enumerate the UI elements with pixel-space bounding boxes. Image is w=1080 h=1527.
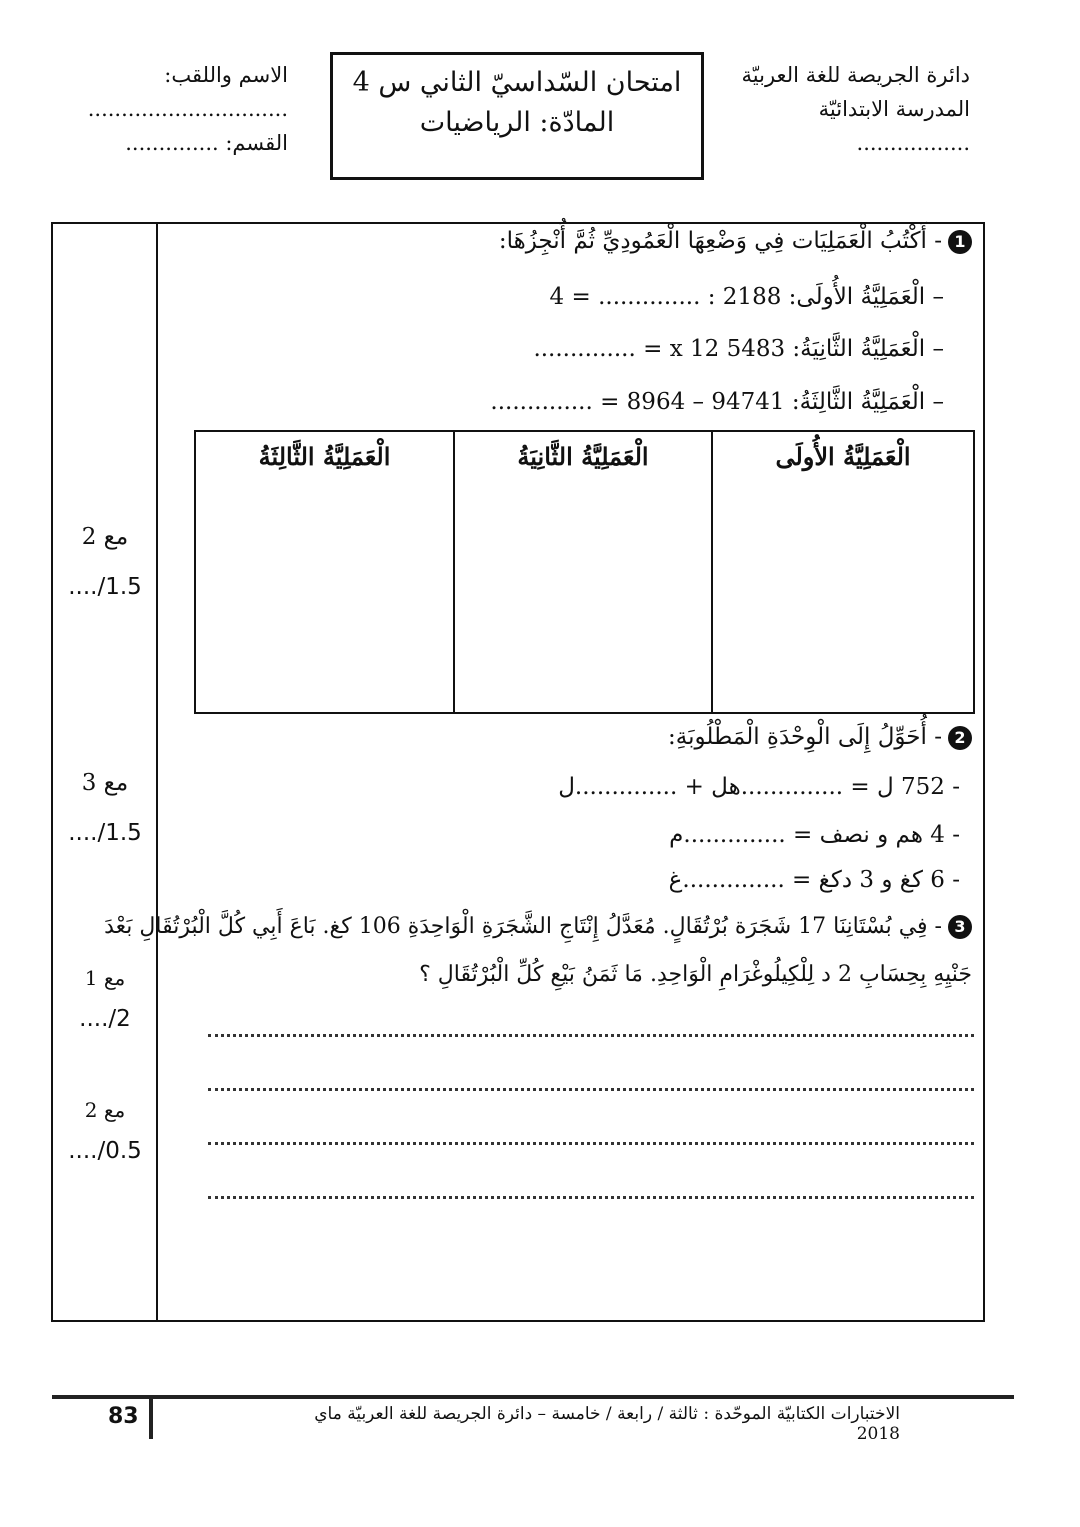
- ops-col-third-header: الْعَمَلِيَّةُ الثَّالِثَةُ: [258, 442, 391, 471]
- q3-problem-line-2: جَنْيِهِ بِحِسَابِ 2 د لِلْكِيلُوغْرَامِ الْوَاحِدِ. مَا ثَمَنُ بَيْعِ كُلِّ الْبُرْتُقَالِ ؟: [419, 962, 972, 987]
- score-q1-value[interactable]: ..../1.5: [68, 574, 142, 600]
- score-q2: [55, 770, 155, 796]
- score-q2-value[interactable]: ..../1.5: [68, 820, 142, 846]
- q2-conversion-1: - 752 ل = ..............هل + ..............ل: [558, 774, 960, 800]
- page-number: 83: [108, 1404, 139, 1429]
- q3-problem-line-1: [104, 914, 972, 939]
- ops-col-first-header: الْعَمَلِيَّةُ الأُولَى: [775, 442, 911, 471]
- class-label: القسم: ..............: [125, 131, 288, 155]
- answer-line-4[interactable]: [208, 1190, 974, 1199]
- footer-text: الاختبارات الكتابيّة الموحّدة : ثالثة / رابعة / خامسة – دائرة الجريصة للغة العربيّة ماي 2018: [314, 1404, 900, 1444]
- q1-prompt: [499, 228, 972, 254]
- exam-frame: [51, 222, 985, 1322]
- ops-col-first[interactable]: [713, 432, 973, 712]
- score-q3a: [55, 966, 155, 990]
- q2-conversion-2: - 4 هم و نصف = ..............م: [669, 822, 960, 848]
- q2-number-badge: 2: [948, 726, 972, 750]
- q1-operation-1: – الْعَمَلِيَّةُ الأُولَى: 2188 : .............. = 4: [549, 284, 944, 310]
- exam-title-box: [330, 52, 704, 180]
- exam-title: امتحان السّداسيّ الثاني س 4: [352, 67, 682, 98]
- name-label: الاسم واللقب:: [164, 63, 288, 87]
- q1-operation-2: – الْعَمَلِيَّةُ الثَّانِيَةُ: 5483 x 12 = ..............: [533, 336, 944, 362]
- ops-col-second-header: الْعَمَلِيَّةُ الثَّانِيَةُ: [517, 442, 649, 471]
- school-info: [730, 58, 970, 160]
- score-q2-criterion: مع 3: [81, 770, 129, 796]
- q3-number-badge: 3: [948, 915, 972, 939]
- ops-col-third[interactable]: [196, 432, 453, 712]
- district-name: دائرة الجريصة للغة العربيّة: [741, 63, 970, 87]
- q2-conversion-3: - 6 كغ و 3 دكغ = ..............غ: [668, 867, 960, 893]
- score-q3a-value[interactable]: ..../2: [79, 1006, 131, 1032]
- operations-table: [194, 430, 975, 714]
- school-blank: .................: [856, 131, 970, 155]
- answer-line-1[interactable]: [208, 1028, 974, 1037]
- school-name: المدرسة الابتدائيّة: [818, 97, 970, 121]
- q1-prompt-text: - أَكْتُبُ الْعَمَلِيَات فِي وَضْعِهَا الْعَمُودِيِّ ثُمَّ أُنْجِزُهَا:: [498, 228, 942, 254]
- score-q3b: [55, 1098, 155, 1122]
- score-q3b-criterion: مع 2: [84, 1098, 126, 1122]
- ops-col-second[interactable]: [453, 432, 713, 712]
- q2-prompt: [668, 724, 972, 750]
- score-q1: [55, 524, 155, 550]
- answer-line-2[interactable]: [208, 1082, 974, 1091]
- q3-problem-text-1: - فِي بُسْتَانِنَا 17 شَجَرَة بُرْتُقَالٍ. مُعَدَّلُ إِنْتَاجِ الشَّجَرَةِ الْوَاحِدَةِ 106 كغ. بَاعَ أَبِي كُلَّ الْبُرْتُقَالِ بَعْدَ: [104, 914, 942, 939]
- page-number-bar: [149, 1399, 153, 1439]
- answer-line-3[interactable]: [208, 1136, 974, 1145]
- student-info: [87, 58, 288, 160]
- score-q3a-criterion: مع 1: [84, 966, 126, 990]
- q1-number-badge: 1: [948, 230, 972, 254]
- q2-prompt-text: - أُحَوِّلُ إِلَى الْوِحْدَةِ الْمَطْلُوبَةِ:: [668, 724, 942, 750]
- score-column-divider: [156, 222, 158, 1322]
- q1-operation-3: – الْعَمَلِيَّةُ الثَّالِثَةُ: 94741 – 8964 = ..............: [490, 389, 944, 415]
- name-blank: ..............................: [87, 97, 288, 121]
- score-q1-criterion: مع 2: [81, 524, 129, 550]
- subject-title: المادّة: الرياضيات: [419, 107, 615, 138]
- footer-rule: [52, 1395, 1014, 1399]
- score-q3b-value[interactable]: ..../0.5: [68, 1138, 142, 1164]
